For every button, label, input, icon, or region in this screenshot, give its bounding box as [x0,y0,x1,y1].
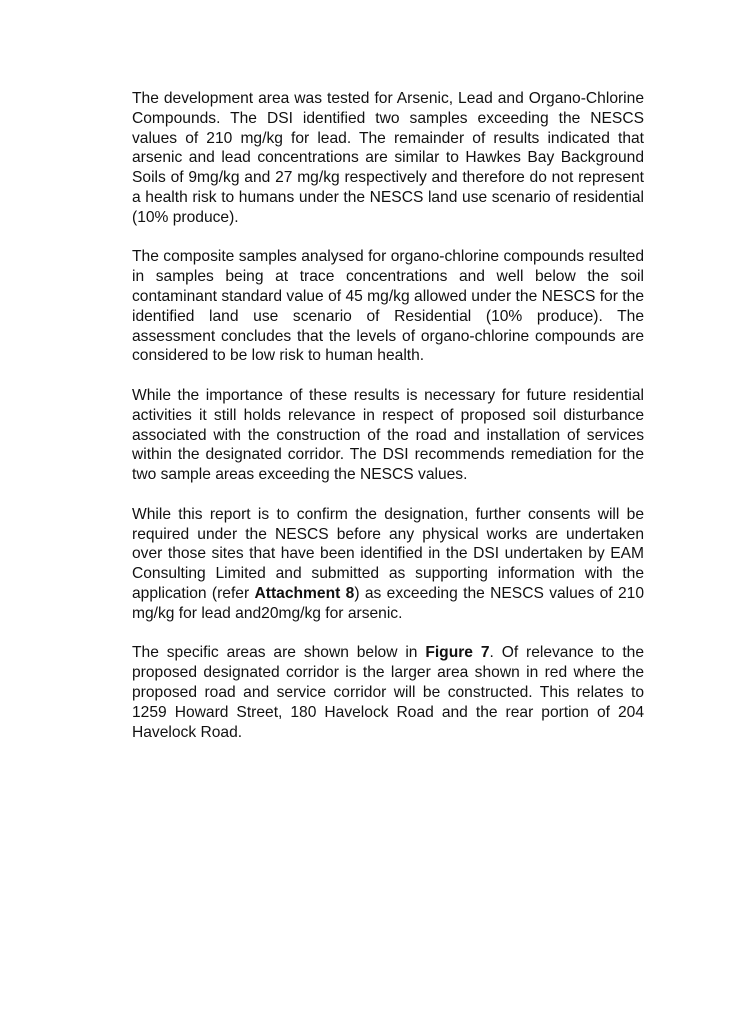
paragraph-text: . Of relevance to the proposed designated corridor is the larger area shown in red where the proposed road and service corridor will be constructed. This relates to 1259 Howard Street, 180 Havelock Road and the rear portion of 204 Havelock Road. [132,644,645,741]
paragraph-organo-chlorine [132,247,644,366]
paragraph-further-consents [132,505,644,624]
paragraph-text: While this report is to confirm the designation, further consents will be required under the NESCS before any physical works are undertaken over those sites that have been identified in the DSI undertaken by EAM Consulting Limited and submitted as supporting information with the application (refer [132,505,644,602]
paragraph-text: The specific areas are shown below in [132,644,426,662]
document-body [132,89,644,742]
paragraph-text: The development area was tested for Arsenic, Lead and Organo-Chlorine Compounds. The DSI identified two samples exceeding the NESCS values of 210 mg/kg for lead. The remainder of results indicated that arsenic and lead concentrations are similar to Hawkes Bay Background Soils of 9mg/kg and 27 mg/kg respectively and therefore do not represent a health risk to humans under the NESCS land use scenario of residential (10% produce). [132,90,644,226]
paragraph-text: ) as exceeding the NESCS values of 210 mg/kg for lead and20mg/kg for arsenic. [132,584,644,622]
paragraph-specific-areas [132,643,644,742]
figure-reference: Figure 7 [425,644,490,662]
paragraph-text: The composite samples analysed for organo-chlorine compounds resulted in samples being at trace concentrations and well below the soil contaminant standard value of 45 mg/kg allowed under the NESCS for the identified land use scenario of Residential (10% produce). The assessment concludes that the levels of organo-chlorine compounds are considered to be low risk to human health. [132,248,644,365]
paragraph-sampling-results [132,89,644,228]
paragraph-soil-disturbance [132,386,644,485]
attachment-reference: Attachment 8 [254,584,355,602]
paragraph-text: While the importance of these results is necessary for future residential activities it still holds relevance in respect of proposed soil disturbance associated with the construction of the road and installation of services within the designated corridor. The DSI recommends remediation for the two sample areas exceeding the NESCS values. [132,386,644,484]
